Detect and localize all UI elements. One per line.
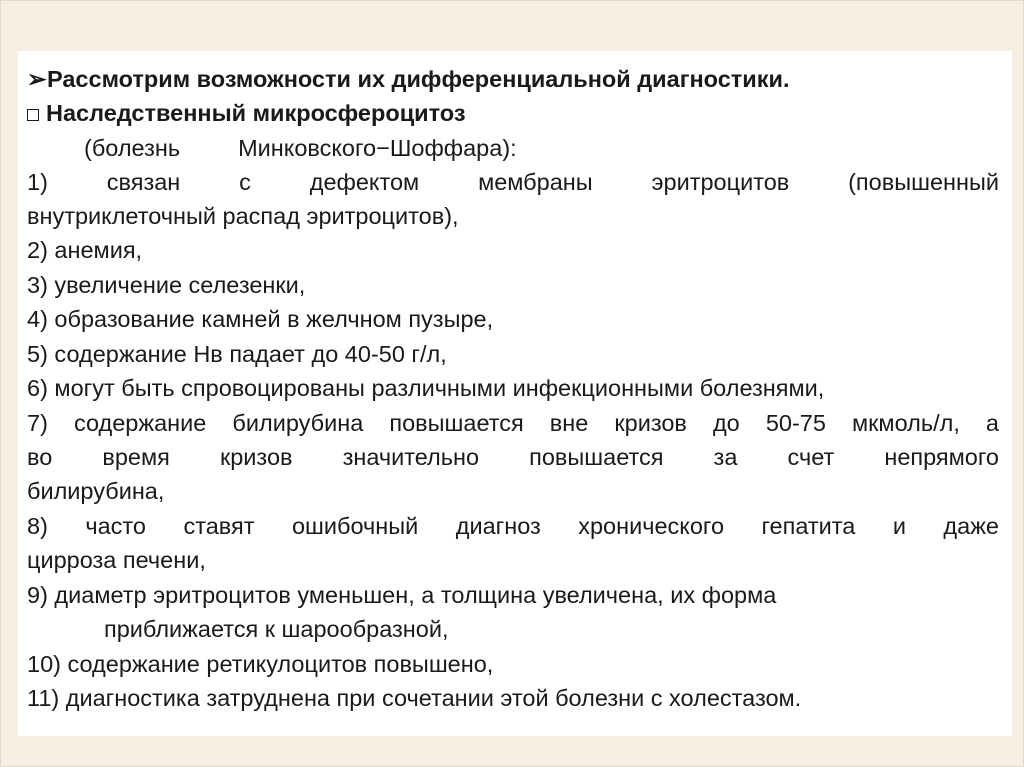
item-2: 2) анемия, bbox=[27, 237, 143, 263]
slide bbox=[18, 51, 1012, 736]
heading-line-1 bbox=[27, 62, 790, 97]
heading-text-1: Рассмотрим возможности их дифференциальной диагностики. bbox=[47, 66, 790, 92]
heading-text-2: Наследственный микросфероцитоз bbox=[46, 100, 466, 126]
item-1-line-2: внутриклеточный распад эритроцитов), bbox=[27, 203, 459, 229]
item-6: 6) могут быть спровоцированы различными инфекционными болезнями, bbox=[27, 375, 825, 401]
item-4: 4) образование камней в желчном пузыре, bbox=[27, 306, 494, 332]
item-7-line-2: во время кризов значительно повышается за счет непрямого bbox=[27, 444, 999, 470]
item-11: 11) диагностика затруднена при сочетании этой болезни с холестазом. bbox=[27, 685, 802, 711]
arrow-bullet-icon: ➢ bbox=[27, 66, 47, 92]
item-3: 3) увеличение селезенки, bbox=[27, 272, 306, 298]
item-1-line-1: 1) связан с дефектом мембраны эритроцитов (повышенный bbox=[27, 169, 999, 195]
item-8-line-1: 8) часто ставят ошибочный диагноз хронического гепатита и даже bbox=[27, 513, 999, 539]
heading-line-2 bbox=[27, 96, 466, 131]
heading-line-3 bbox=[84, 131, 517, 166]
item-5: 5) содержание Нв падает до 40-50 г/л, bbox=[27, 341, 447, 367]
item-9-line-2: приближается к шарообразной, bbox=[104, 616, 449, 642]
item-9-line-1: 9) диаметр эритроцитов уменьшен, а толщина увеличена, их форма bbox=[27, 582, 777, 608]
item-10: 10) содержание ретикулоцитов повышено, bbox=[27, 651, 494, 677]
disease-name: Минковского−Шоффара): bbox=[238, 135, 517, 161]
checkbox-bullet-icon bbox=[27, 109, 39, 121]
item-7-line-1: 7) содержание билирубина повышается вне кризов до 50-75 мкмоль/л, а bbox=[27, 410, 999, 436]
disease-label: (болезнь bbox=[84, 135, 181, 161]
item-7-line-3: билирубина, bbox=[27, 478, 165, 504]
item-8-line-2: цирроза печени, bbox=[27, 547, 206, 573]
